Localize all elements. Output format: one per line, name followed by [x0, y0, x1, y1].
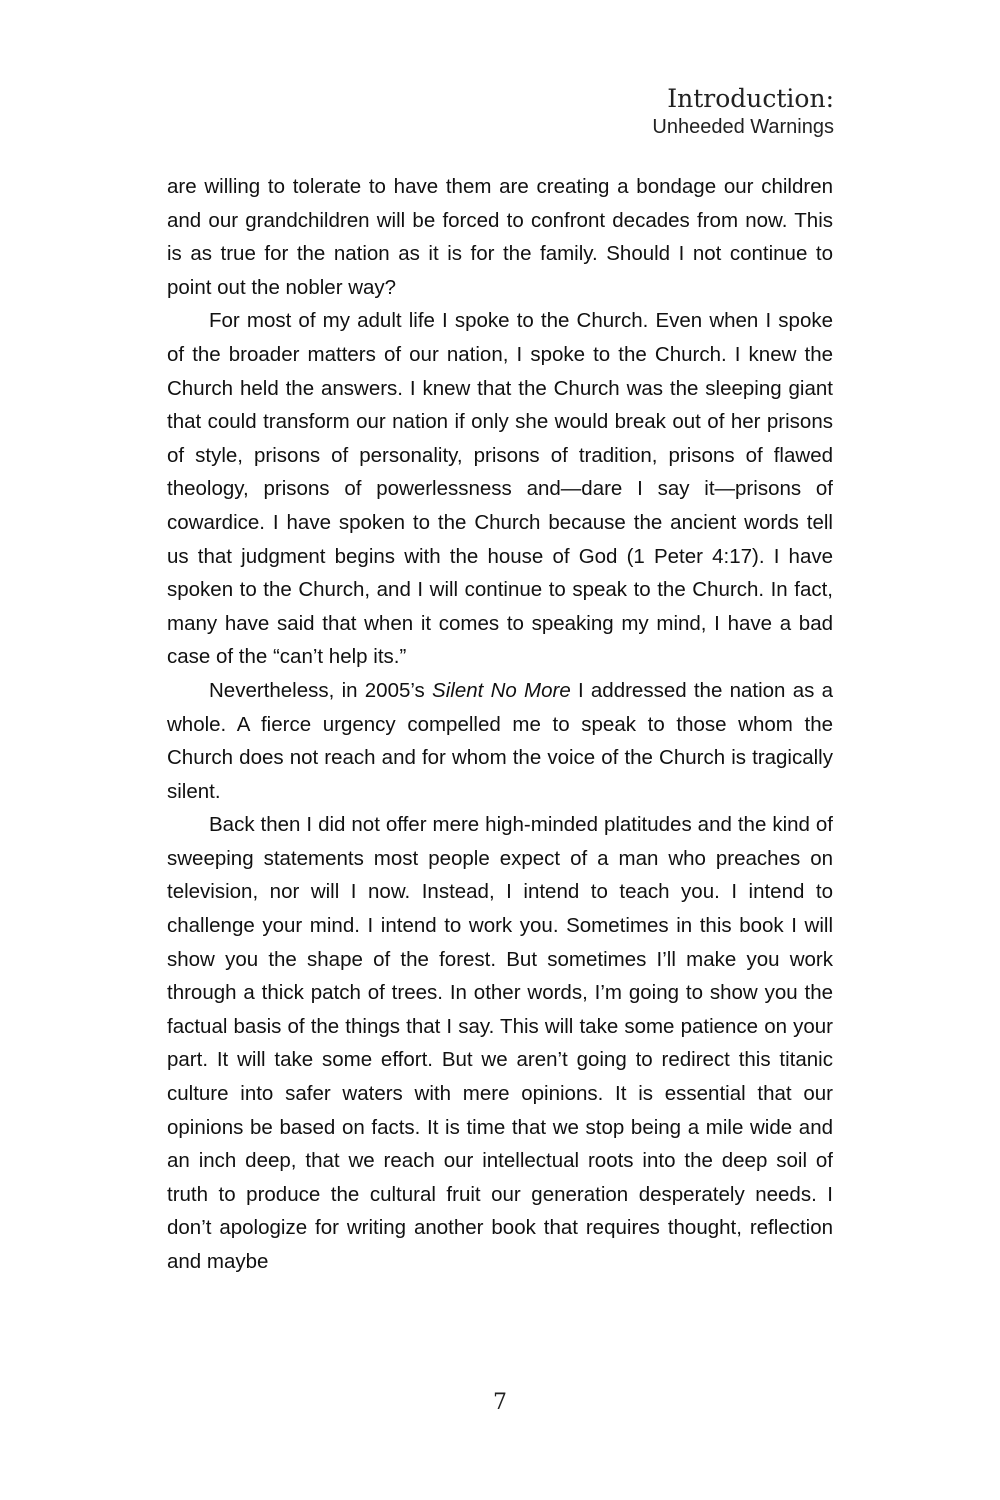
paragraph-continued: are willing to tolerate to have them are creating a bondage our children and our grandchildren will be forced to confront decades from now. This is as true for the nation as it is for the family. Should I not continue to point out the nobler way? [167, 175, 833, 299]
chapter-title: Introduction: [667, 84, 834, 113]
body-text [167, 170, 833, 1279]
paragraph: For most of my adult life I spoke to the Church. Even when I spoke of the broader matters of our nation, I spoke to the Church. I knew the Church held the answers. I knew that the Church was the sleeping giant that could transform our nation if only she would break out of her prisons of style, prisons of personality, prisons of tradition, prisons of flawed theology, prisons of powerlessness and—dare I say it—prisons of cowardice. I have spoken to the Church because the ancient words tell us that judgment begins with the house of God (1 Peter 4:17). I have spoken to the Church, and I will continue to speak to the Church. In fact, many have said that when it comes to speaking my mind, I have a bad case of the “can’t help its.” [167, 309, 833, 669]
chapter-subtitle: Unheeded Warnings [652, 116, 834, 138]
page-number: 7 [493, 1390, 507, 1415]
paragraph-text: Nevertheless, in 2005’s [209, 678, 433, 702]
paragraph-text: I addressed the nation as a whole. A fierce urgency compelled me to speak to those whom the Church does not reach and for whom the voice of the Church is tragically silent. [167, 678, 833, 803]
paragraph [167, 674, 833, 808]
book-title: Silent No More [432, 678, 571, 702]
running-head [652, 84, 834, 140]
paragraph: Back then I did not offer mere high-minded platitudes and the kind of sweeping statements most people expect of a man who preaches on television, nor will I now. Instead, I intend to teach you. I intend to challenge your mind. I intend to work you. Sometimes in this book I will show you the shape of the forest. But sometimes I’ll make you work through a thick patch of trees. In other words, I’m going to show you the factual basis of the things that I say. This will take some patience on your part. It will take some effort. But we aren’t going to redirect this titanic culture into safer waters with mere opinions. It is essential that our opinions be based on facts. It is time that we stop being a mile wide and an inch deep, that we reach our intellectual roots into the deep soil of truth to produce the cultural fruit our generation desperately needs. I don’t apologize for writing another book that requires thought, reflection and maybe [167, 813, 833, 1273]
